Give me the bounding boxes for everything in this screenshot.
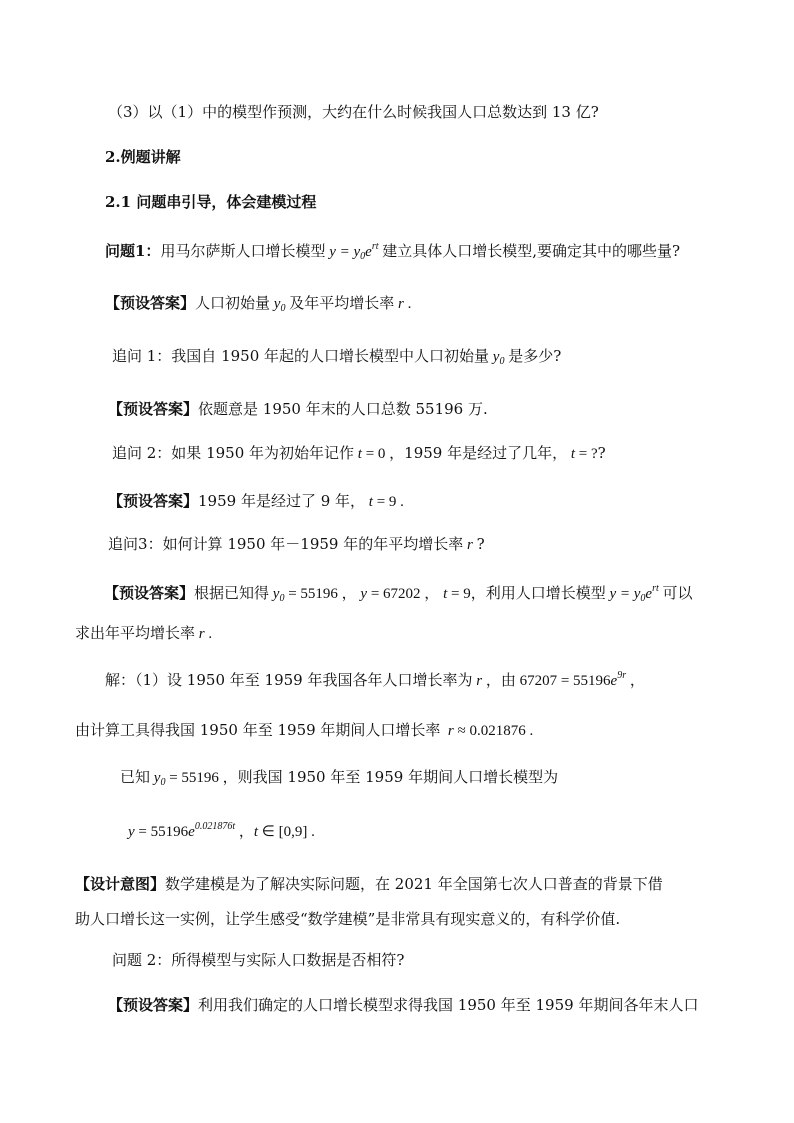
paragraph-question-3: （3）以（1）中的模型作预测，大约在什么时候我国人口总数达到 13 亿? (108, 103, 599, 121)
problem-1: 问题1：用马尔萨斯人口增长模型 $y = y_0e^{rt}$ 建立具体人口增长模型,要确定其中的哪些量? (105, 241, 681, 262)
design-intent: 【设计意图】数学建模是为了解决实际问题，在 2021 年全国第七次人口普查的背景下借 (75, 875, 663, 893)
follow-up-1: 追问 1：我国自 1950 年起的人口增长模型中人口初始量 $y_0$ 是多少? (112, 347, 562, 367)
design-intent-continued: 助人口增长这一实例，让学生感受“数学建模”是非常具有现实意义的，有科学价值. (75, 910, 621, 928)
answer-follow-up-2: 【预设答案】1959 年是经过了 9 年， t = 9 . (108, 492, 404, 510)
solution-step-3: 已知 $y_0 = 55196$ ，则我国 1950 年至 1959 年期间人口增长模型为 (120, 768, 559, 788)
subsection-heading: 2.1 问题串引导，体会建模过程 (105, 193, 317, 211)
answer-follow-up-3: 【预设答案】根据已知得 $y_0 = 55196$ ， y = 67202 ， t = 9，利用人口增长模型 $y = y_0e^{rt}$ 可以 (104, 583, 693, 604)
solution-model-formula: $y = 55196e^{0.021876t}$ ，t ∈ [0,9] . (128, 821, 315, 840)
answer-follow-up-1: 【预设答案】依题意是 1950 年末的人口总数 55196 万. (108, 400, 488, 418)
solution-step-1: 解：（1）设 1950 年至 1959 年我国各年人口增长率为 r ，由 $67207 = 55196e^{9r}$ ， (105, 670, 645, 689)
follow-up-3: 追问3：如何计算 1950 年－1959 年的年平均增长率 r ? (108, 535, 485, 553)
answer-follow-up-3-continued: 求出年平均增长率 r . (75, 624, 213, 642)
solution-step-2: 由计算工具得我国 1950 年至 1959 年期间人口增长率 r ≈ 0.021876 . (75, 721, 534, 739)
follow-up-2: 追问 2：如果 1950 年为初始年记作 t = 0 ，1959 年是经过了几年， t = ?? (112, 444, 606, 462)
problem-2: 问题 2：所得模型与实际人口数据是否相符? (112, 951, 405, 969)
formula-malthus: $y = y_0e^{rt}$ (325, 241, 379, 262)
section-heading-examples: 2.例题讲解 (105, 148, 181, 166)
answer-problem-1: 【预设答案】人口初始量 $y_0$ 及年平均增长率 r . (105, 294, 412, 314)
answer-problem-2: 【预设答案】利用我们确定的人口增长模型求得我国 1950 年至 1959 年期间各年末人口 (108, 996, 699, 1014)
